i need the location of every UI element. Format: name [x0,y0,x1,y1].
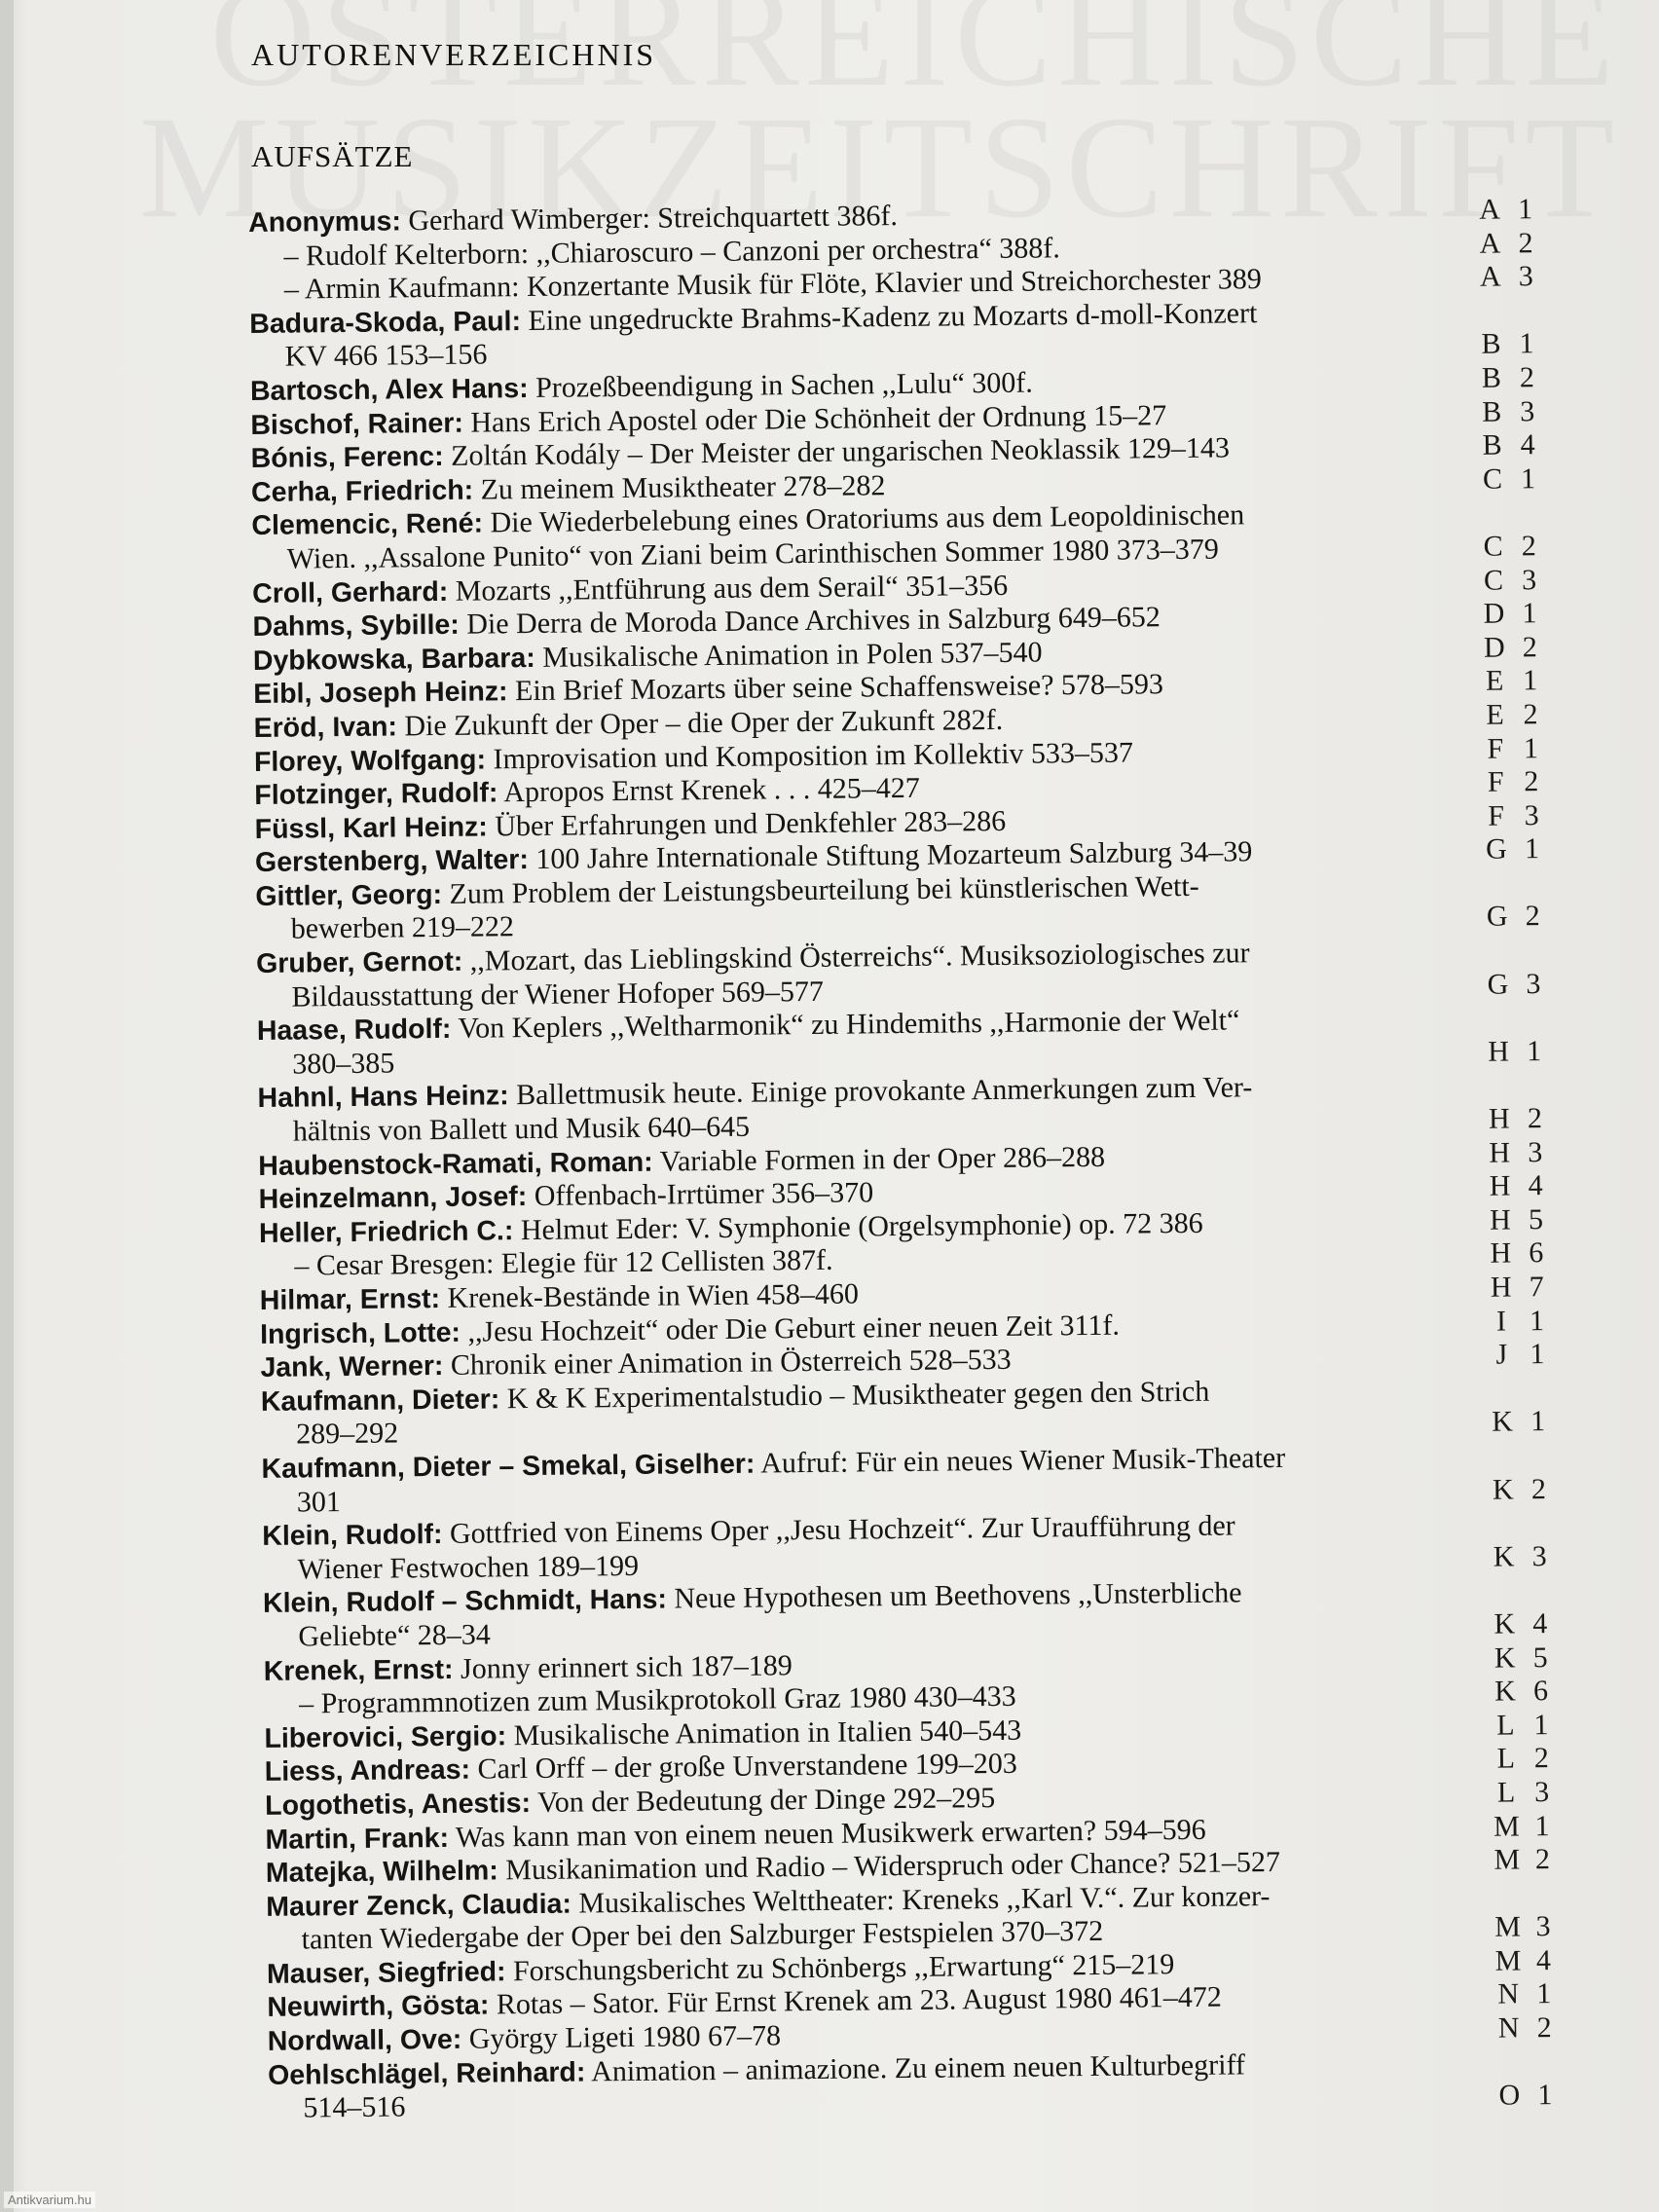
entry-code-number: 3 [1524,798,1539,831]
entry-code-number: 1 [1524,832,1540,866]
entry-code-letter: K [1493,1641,1516,1675]
entry-title: ,,Jesu Hochzeit“ oder Die Geburt einer neuen Zeit 311f. [467,1309,1121,1348]
entry-code [1481,799,1559,833]
entry-code-letter: B [1482,428,1502,461]
entry-code-letter: A [1479,193,1501,226]
entry-title: Zoltán Kodály – Der Meister der ungarischen Neoklassik 129–143 [450,431,1231,472]
entry-body [263,1574,1475,1654]
entry-author: Haase, Rudolf: [256,1014,452,1048]
entry-code-letter: G [1486,900,1508,934]
entry-code [1488,1405,1566,1439]
entry-code [1476,327,1554,361]
entry-code-number: 2 [1536,2011,1552,2045]
entry-code-number: 2 [1524,765,1539,798]
entry-code-letter: H [1489,1169,1511,1202]
entry-code-letter: E [1485,664,1504,698]
entry-code-number: 4 [1535,1943,1552,1977]
entry-title: Neue Hypothesen um Beethovens ,,Unsterbliche [674,1576,1242,1615]
entry-code-letter: M [1493,1809,1521,1843]
entry-code-letter: F [1487,732,1504,765]
entry-code-letter: K [1494,1675,1517,1708]
entry-body [261,1440,1473,1520]
entry-title: Musikalische Animation in Polen 537–540 [542,636,1043,674]
entry-code [1494,2079,1572,2113]
entry-title: 100 Jahre Internationale Stiftung Mozarteum Salzburg 34–39 [535,835,1253,876]
entry-code [1475,227,1553,261]
entry-code-number: 6 [1532,1675,1549,1708]
entry-code-number: 3 [1533,1776,1550,1809]
entry-code-letter: F [1488,799,1505,832]
entry-code [1492,1809,1569,1843]
entry-body [249,295,1461,375]
entry-code-number: 3 [1528,1135,1543,1168]
entry-code [1487,1338,1565,1372]
entry-title-continuation: 289–292 [296,1417,399,1451]
entry-code-number: 2 [1518,226,1533,259]
entry-code-number: 5 [1532,1641,1548,1674]
entry-title-continuation: Bildausstattung der Wiener Hofoper 569–577 [291,975,825,1014]
entry-code-number: 7 [1529,1271,1544,1304]
entry-title-continuation: bewerben 219–222 [290,910,515,946]
entry-code-number: 1 [1530,1338,1545,1371]
entry-code-letter: G [1487,968,1509,1001]
entry-title: Von Keplers ,,Weltharmonik“ zu Hindemiths ,,Harmonie der Welt“ [458,1004,1240,1046]
entry-code [1477,361,1555,395]
entry-code [1478,462,1556,497]
entry-code [1485,1136,1563,1170]
entry-title: Ballettmusik heute. Einige provokante Anmerkungen zum Ver- [516,1071,1253,1112]
entry-code-number: 3 [1521,563,1537,596]
entry-code-letter: H [1488,1035,1510,1068]
entry-title-continuation: 514–516 [303,2090,406,2124]
entry-author: Kaufmann, Dieter: [260,1383,500,1418]
entry-code-number: 3 [1531,1539,1547,1573]
entry-code [1491,1709,1568,1743]
entry-author: Heinzelmann, Josef: [258,1181,528,1216]
entry-title: Von der Bedeutung der Dinge 292–295 [536,1781,996,1819]
entry-title: Aufruf: Für ein neues Wiener Musik-Theater [760,1441,1286,1480]
entry-code [1493,2011,1571,2046]
entry-code-number: 1 [1530,1405,1546,1438]
entry-code-number: 1 [1534,1809,1550,1842]
entry-author: Mauser, Siegfried: [266,1956,506,1990]
entry-code-letter: A [1479,260,1501,293]
entry-code-number: 4 [1528,1169,1543,1202]
entry-title: Animation – animazione. Zu einem neuen Kulturbegriff [591,2048,1246,2088]
entry-author: Nordwall, Ove: [267,2023,462,2057]
entry-code [1480,664,1558,698]
entry-code-number: 6 [1529,1236,1544,1270]
entry-title: Mozarts ,,Entführung aus dem Serail“ 351–356 [455,569,1009,608]
entry-title: György Ligeti 1980 67–78 [468,2019,782,2055]
entry-code-number: 2 [1534,1843,1551,1876]
entry-code-letter: H [1490,1271,1512,1304]
entry-title-continuation: KV 466 153–156 [284,338,488,373]
entry-title-continuation: hältnis von Ballett und Musik 640–645 [292,1110,751,1148]
entry-author: Anonymus: [248,205,402,239]
entry-title-continuation: 380–385 [292,1047,395,1081]
entry-title-continuation: Geliebte“ 28–34 [298,1618,491,1653]
entry-author: Maurer Zenck, Claudia: [266,1888,572,1923]
entry-author: Gerstenberg, Walter: [254,844,530,879]
entry-author: Badura-Skoda, Paul: [249,305,522,340]
entry-code-number: 1 [1520,461,1536,496]
entry-code-number: 3 [1526,967,1541,1000]
entry-code-letter: H [1488,1102,1510,1135]
entry-code [1476,260,1554,294]
entry-code-number: 1 [1529,1304,1545,1337]
entry-title: – Cesar Bresgen: Elegie für 12 Cellisten 387f. [294,1244,833,1282]
entry-code-number: 1 [1533,1708,1549,1741]
entry-code-number: 2 [1522,630,1537,664]
entry-author: Croll, Gerhard: [251,575,449,609]
entry-code-letter: F [1487,765,1504,798]
entry-code [1479,530,1557,564]
entry-code [1480,631,1558,665]
entry-code-letter: B [1481,361,1502,394]
entry-title-continuation: tanten Wiedergabe der Oper bei den Salzburger Festspielen 370–372 [301,1915,1104,1956]
entry-title: Krenek-Bestände in Wien 458–460 [447,1277,860,1314]
entry-author: Flotzinger, Rudolf: [254,777,498,812]
entry-code [1487,1271,1565,1305]
entry-title-continuation: 301 [296,1485,342,1519]
entry-author: Bischof, Rainer: [250,407,464,441]
entry-code-letter: L [1496,1776,1516,1809]
entry-code [1482,832,1560,866]
entry-title: Eine ungedruckte Brahms-Kadenz zu Mozarts d-moll-Konzert [528,296,1258,337]
entry-title: Forschungsbericht zu Schönbergs ,,Erwartung“ 215–219 [512,1948,1175,1988]
entry-code [1477,428,1555,462]
entry-title: Gottfried von Einems Oper ,,Jesu Hochzeit“. Zur Uraufführung der [449,1509,1235,1551]
entry-code [1489,1540,1567,1574]
entry-title: Über Erfahrungen und Denkfehler 283–286 [495,804,1007,843]
entry-author: Kaufmann, Dieter – Smekal, Giselher: [261,1448,756,1485]
entry-code [1490,1607,1567,1641]
entry-author: Oehlschlägel, Reinhard: [267,2056,586,2091]
entry-code-letter: H [1490,1236,1512,1271]
source-credit: Antikvarium.hu [4,2192,95,2208]
entry-title: – Programmnotizen zum Musikprotokoll Graz 1980 430–433 [298,1679,1016,1720]
entry-code-letter: B [1482,395,1502,428]
entry-code [1492,1742,1569,1776]
entry-author: Jank, Werner: [260,1350,444,1384]
entry-code [1479,563,1557,597]
entry-code-number: 2 [1519,361,1535,394]
entry-author: Gruber, Gernot: [255,945,463,980]
entry-code-number: 3 [1520,394,1535,427]
entry-author: Krenek, Ernst: [263,1653,454,1687]
entry-code-number: 1 [1517,193,1533,226]
entry-code-number: 4 [1520,428,1535,461]
entry-code-letter: L [1496,1742,1516,1775]
entry-title: Zum Problem der Leistungsbeurteilung bei künstlerischen Wett- [449,869,1199,910]
entry-body [266,1878,1478,1958]
entry-code [1486,1203,1564,1237]
entry-code-number: 4 [1532,1607,1548,1641]
entry-author: Ingrisch, Lotte: [259,1316,461,1350]
entry-body [255,867,1467,947]
entry-code [1485,1102,1563,1136]
entry-author: Liberovici, Sergio: [264,1720,507,1754]
entry-author: Gittler, Georg: [255,878,443,912]
entry-body [257,1002,1469,1082]
entry-author: Clemencic, René: [251,507,484,542]
entry-code-letter: B [1481,327,1501,361]
entry-body [262,1507,1474,1587]
entry-author: Dahms, Sybille: [252,608,460,644]
entry-author: Dybkowska, Barbara: [252,642,535,677]
entry-code [1479,597,1557,631]
entry-body [251,497,1463,576]
entry-code-letter: H [1489,1203,1511,1236]
entry-code-letter: H [1489,1136,1511,1169]
entry-code-number: 1 [1523,664,1538,697]
entry-code [1481,731,1559,765]
entry-title-continuation: Wiener Festwochen 189–199 [297,1549,640,1586]
entry-title: Die Wiederbelebung eines Oratoriums aus dem Leopoldinischen [490,498,1245,539]
entry-code-number: 2 [1533,1742,1549,1775]
entry-title: Was kann man von einem neuen Musikwerk erwarten? 594–596 [455,1813,1206,1854]
entry-code-number: 1 [1536,1977,1552,2010]
entry-code-letter: C [1483,530,1503,563]
entry-author: Haubenstock-Ramati, Roman: [258,1146,653,1182]
entry-code-number: 1 [1522,597,1537,630]
entry-code [1483,900,1561,934]
entry-code-letter: K [1493,1607,1516,1641]
entry-title-continuation: Wien. ,,Assalone Punito“ von Ziani beim Carinthischen Sommer 1980 373–379 [286,533,1219,575]
entry-author: Füssl, Karl Heinz: [254,811,488,845]
entry-title: Prozeßbeendigung in Sachen ,,Lulu“ 300f. [535,366,1033,404]
entry-body [256,935,1468,1014]
entry-code-number: 2 [1527,1102,1543,1135]
entry-code-letter: J [1495,1338,1508,1371]
entry-title: Hans Erich Apostel oder Die Schönheit der Ordnung 15–27 [470,398,1167,439]
entry-code [1491,1675,1568,1709]
section-title: AUFSÄTZE [251,139,414,173]
entry-title: – Armin Kaufmann: Konzertante Musik für Flöte, Klavier und Streichorchester 389 [283,263,1262,306]
entry-body [268,2046,1480,2126]
entry-code-letter: A [1479,227,1501,260]
entry-body [261,1373,1473,1453]
entry-code-number: 1 [1526,1034,1542,1068]
entry-title: Rotas – Sator. Für Ernst Krenek am 23. August 1980 461–472 [496,1981,1222,2021]
entry-code-letter: E [1486,698,1504,731]
entry-code-number: 2 [1525,900,1540,933]
entry-code-number: 1 [1519,327,1534,360]
entry-code [1493,1977,1571,2011]
entry-title: Musikalisches Welttheater: Kreneks ,,Karl V.“. Zur konzer- [578,1879,1271,1920]
entry-code-letter: N [1497,1977,1520,2011]
entry-author: Florey, Wolfgang: [253,743,487,778]
entry-code-letter: I [1495,1305,1507,1338]
entry-code [1491,1641,1568,1675]
entry-title: Ein Brief Mozarts über seine Schaffensweise? 578–593 [514,668,1164,708]
entry-author: Logothetis, Anestis: [265,1787,532,1822]
entry-code [1484,1035,1562,1069]
entry-code-number: 3 [1518,260,1533,293]
entry-code [1493,1843,1570,1877]
entry-author: Eibl, Joseph Heinz: [253,676,508,711]
entry-author: Klein, Rudolf – Schmidt, Hans: [262,1583,668,1620]
entry-code [1480,698,1558,732]
entry-title: Helmut Eder: V. Symphonie (Orgelsymphonie) op. 72 386 [520,1206,1203,1246]
entry-author: Matejka, Wilhelm: [265,1855,498,1889]
entry-code-letter: M [1494,1944,1522,1977]
entry-code-number: 1 [1537,2079,1553,2112]
entry-author: Hilmar, Ernst: [259,1282,441,1316]
entry-code [1475,193,1553,227]
entry-code [1477,395,1555,429]
entry-code-letter: G [1485,832,1507,866]
entry-author: Bartosch, Alex Hans: [249,372,529,407]
entry-code-number: 2 [1530,1472,1547,1505]
entry-code [1493,1944,1571,1978]
page-edge [0,0,14,2212]
entry-author: Neuwirth, Gösta: [267,1989,490,2024]
entry-title: K & K Experimentalstudio – Musiktheater gegen den Strich [506,1375,1210,1416]
entry-title: Musikalische Animation in Italien 540–543 [513,1714,1022,1751]
entry-code-letter: M [1494,1910,1522,1943]
entry-code [1489,1472,1567,1506]
entry-code-number: 2 [1523,698,1538,731]
author-index-list [248,193,1573,2126]
entry-author: Heller, Friedrich C.: [258,1215,514,1249]
entry-code-number: 1 [1523,731,1539,764]
entry-code [1485,1169,1563,1203]
entry-code [1493,1910,1570,1944]
entry-title: Apropos Ernst Krenek . . . 425–427 [503,771,920,809]
entry-code-number: 5 [1528,1202,1544,1236]
page-title: AUTORENVERZEICHNIS [251,37,657,72]
entry-code-number: 2 [1521,530,1536,563]
entry-title: – Rudolf Kelterborn: ,,Chiaroscuro – Canzoni per orchestra“ 388f. [283,231,1060,273]
entry-title: Chronik einer Animation in Österreich 528–533 [450,1344,1012,1382]
entry-body [257,1069,1469,1149]
entry-title: Zu meinem Musiktheater 278–282 [480,468,886,506]
entry-author: Bónis, Ferenc: [250,441,444,475]
entry-title: Musikanimation und Radio – Widerspruch oder Chance? 521–527 [505,1846,1281,1887]
entry-title: Die Derra de Moroda Dance Archives in Salzburg 649–652 [466,601,1161,641]
entry-title: Variable Formen in der Oper 286–288 [659,1140,1106,1178]
entry-code-letter: O [1498,2079,1521,2112]
entry-code-letter: K [1493,1540,1515,1573]
entry-code [1487,1304,1565,1338]
entry-title: ,,Mozart, das Lieblingskind Österreichs“. Musiksoziologisches zur [469,937,1250,977]
entry-code-letter: C [1482,462,1503,496]
entry-code-letter: N [1497,2011,1520,2045]
entry-author: Cerha, Friedrich: [250,474,474,508]
entry-title: Offenbach-Irrtümer 356–370 [534,1176,874,1213]
entry-code-letter: M [1493,1843,1521,1876]
entry-code [1492,1776,1569,1810]
entry-code [1481,765,1559,799]
entry-author: Martin, Frank: [265,1822,450,1856]
entry-title: Improvisation und Komposition im Kollektiv 533–537 [493,736,1134,775]
entry-title: Gerhard Wimberger: Streichquartett 386f. [408,200,899,238]
entry-title: Jonny erinnert sich 187–189 [460,1648,793,1685]
entry-code-letter: K [1492,1405,1514,1439]
entry-title: Carl Orff – der große Unverstandene 199–203 [477,1748,1017,1786]
entry-author: Eröd, Ivan: [253,711,398,744]
entry-author: Liess, Andreas: [264,1754,471,1788]
entry-author: Hahnl, Hans Heinz: [257,1080,509,1115]
entry-author: Klein, Rudolf: [262,1519,443,1553]
entry-code [1483,968,1561,1002]
entry-code-number: 3 [1535,1910,1551,1943]
entry-title: Die Zukunft der Oper – die Oper der Zukunft 282f. [404,703,1004,743]
entry-code-letter: C [1483,564,1504,597]
index-entry [268,2046,1573,2126]
entry-code-letter: D [1483,597,1505,630]
entry-code [1486,1236,1564,1271]
entry-code-letter: L [1496,1709,1515,1742]
entry-code-letter: D [1483,631,1505,664]
entry-code-letter: K [1492,1473,1514,1506]
